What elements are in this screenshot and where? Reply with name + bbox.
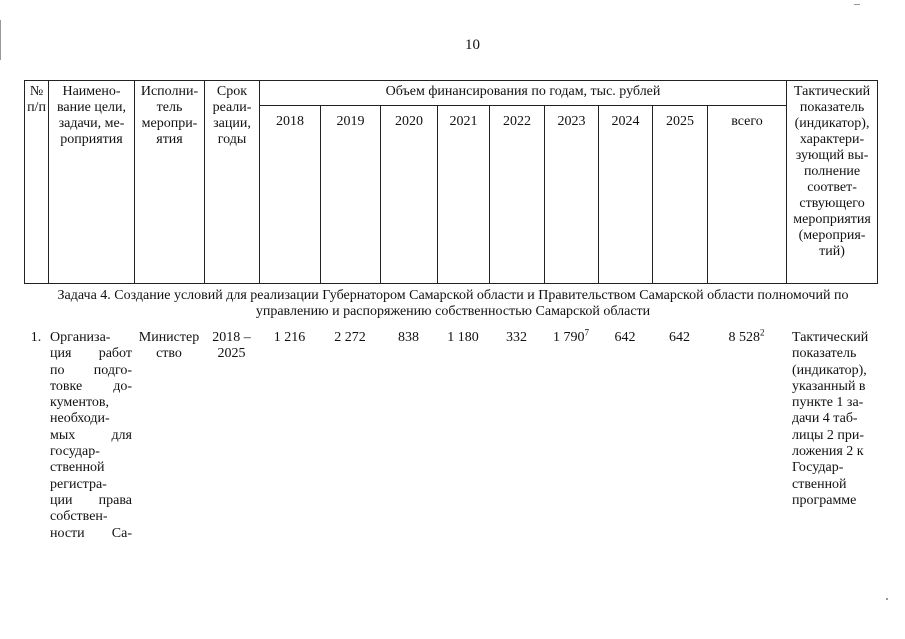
row-executor-line: Министер <box>138 330 200 345</box>
header-year-2024: 2024 <box>599 106 653 284</box>
row-name-line: собствен- <box>50 509 108 525</box>
header-year-2018: 2018 <box>260 106 321 284</box>
row-name-line: Организа- <box>50 330 111 345</box>
row-name-line: по подго- <box>50 362 132 378</box>
row-name-line: ции права <box>50 492 132 508</box>
row-indicator-line: Государ- <box>792 460 844 476</box>
row-executor-line: ство <box>156 346 182 362</box>
row-indicator-line: показатель <box>792 346 857 362</box>
row-name-line: мых для <box>50 427 132 443</box>
row-name-line: ция работ <box>50 346 132 362</box>
scan-edge-mark <box>0 20 1 60</box>
header-executor: Исполни-тель меропри-ятия <box>135 81 205 284</box>
row-name-line: необходи- <box>50 411 110 427</box>
row-indicator-line: программе <box>792 492 857 508</box>
scan-speck <box>886 598 888 600</box>
value-total: 8 528 <box>728 330 760 345</box>
row-name-line: товке до- <box>50 378 132 394</box>
row-executor <box>134 330 204 542</box>
footnote-mark: 7 <box>584 327 589 338</box>
row-indicator-line: Тактический <box>792 330 869 345</box>
row-term <box>204 330 259 542</box>
row-term-line: 2025 <box>217 346 246 362</box>
header-indicator: Тактический показатель (индикатор), характери-зующий вы-полнение соответ-ствующего мероприятия (мероприя-тий) <box>787 81 878 284</box>
row-name <box>48 330 134 542</box>
row-term-line: 2018 – <box>212 330 251 345</box>
table-row <box>24 330 877 542</box>
row-name-line: регистра- <box>50 476 107 492</box>
header-num: № п/п <box>25 81 49 284</box>
value-2024: 642 <box>614 330 636 345</box>
value-2019: 2 272 <box>334 330 366 345</box>
page-number: 10 <box>465 37 480 53</box>
value-2020: 838 <box>398 330 419 345</box>
row-indicator-line: ственной <box>792 476 847 492</box>
value-2018: 1 216 <box>273 330 306 345</box>
row-name-line: кументов, <box>50 395 110 411</box>
value-2021: 1 180 <box>447 330 479 345</box>
financing-table-row <box>24 327 877 542</box>
row-indicator-line: ложения 2 к <box>792 444 864 460</box>
row-name-line: государ- <box>50 444 100 460</box>
header-term: Срок реали-зации, годы <box>205 81 260 284</box>
row-name-line: ности Са- <box>50 525 132 541</box>
header-year-2021: 2021 <box>438 106 490 284</box>
task-title: Задача 4. Создание условий для реализации Губернатором Самарской области и Правительством Самарской области полномочий по управлению и распоряжению собственностью Самарской области <box>57 288 849 319</box>
row-indicator <box>786 330 877 542</box>
footnote-mark: 2 <box>760 327 765 338</box>
financing-table-header <box>24 80 878 284</box>
row-indicator-line: (индикатор), <box>792 362 867 378</box>
value-2022: 332 <box>506 330 527 345</box>
row-name-line: ственной <box>50 460 105 476</box>
row-indicator-line: указанный в <box>792 378 866 394</box>
row-num: 1. <box>30 330 42 345</box>
header-financing: Объем финансирования по годам, тыс. рублей <box>260 81 787 106</box>
value-2023: 1 790 <box>553 330 585 345</box>
row-indicator-line: дачи 4 таб- <box>792 411 858 427</box>
header-name: Наимено-вание цели, задачи, ме-роприятия <box>49 81 135 284</box>
value-2023-cell <box>544 327 598 542</box>
header-year-2023: 2023 <box>545 106 599 284</box>
row-indicator-line: пункте 1 за- <box>792 395 864 411</box>
value-2025: 642 <box>669 330 690 345</box>
header-year-2020: 2020 <box>381 106 438 284</box>
value-total-cell <box>707 327 786 542</box>
header-total: всего <box>708 106 787 284</box>
header-year-2025: 2025 <box>653 106 708 284</box>
header-year-2019: 2019 <box>321 106 381 284</box>
row-indicator-line: лицы 2 при- <box>792 427 865 443</box>
header-year-2022: 2022 <box>490 106 545 284</box>
scan-speck <box>854 4 860 5</box>
